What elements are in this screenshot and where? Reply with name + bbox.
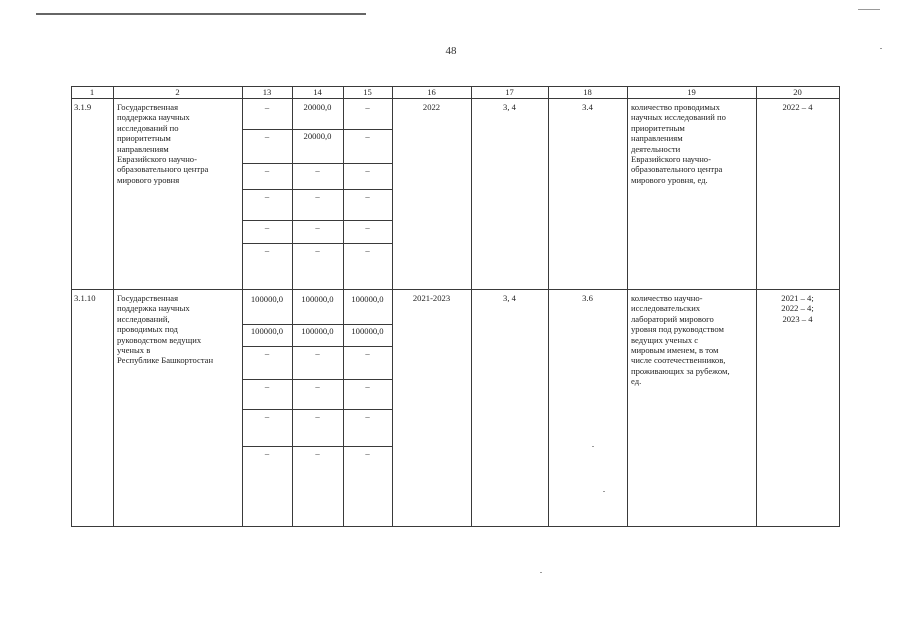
amount-cell: – [365, 448, 370, 458]
indicator-value-cell: 2021 – 4; 2022 – 4; 2023 – 4 [781, 293, 814, 324]
amount-cell: – [315, 411, 320, 421]
table-subrow-border [242, 409, 392, 410]
scan-speck [603, 491, 605, 492]
table-column-border [71, 86, 72, 527]
table-row-border [71, 289, 839, 290]
amount-cell: – [264, 245, 270, 255]
table-subrow-border [242, 163, 392, 164]
task-cell: 3, 4 [503, 102, 516, 112]
table-subrow-border [242, 324, 392, 325]
amount-cell: – [264, 165, 270, 175]
column-header: 19 [687, 87, 696, 97]
scan-speck [880, 48, 882, 49]
task-cell: 3, 4 [503, 293, 516, 303]
indicator-name-cell: количество научно- исследовательских лабораторий мирового уровня под руководством ведущих ученых с мировым именем, в том числе соотечественников, проживающих за рубежом, ед. [631, 293, 730, 387]
column-header: 14 [313, 87, 322, 97]
page-number: 48 [445, 45, 457, 57]
amount-cell: – [264, 131, 270, 141]
column-header: 13 [262, 87, 272, 97]
table-subrow-border [242, 129, 392, 130]
table-subrow-border [242, 379, 392, 380]
amount-cell: – [315, 448, 320, 458]
scan-edge-mark [858, 9, 880, 10]
period-cell: 2022 [422, 102, 441, 112]
table-subrow-border [242, 446, 392, 447]
amount-cell: – [315, 165, 320, 175]
column-header: 2 [175, 87, 180, 97]
column-header: 17 [505, 87, 514, 97]
amount-cell: – [264, 411, 270, 421]
table-column-border [292, 86, 293, 527]
amount-cell: – [264, 381, 270, 391]
amount-cell: 100000,0 [250, 326, 284, 336]
amount-cell: – [365, 222, 370, 232]
row-code: 3.1.9 [74, 102, 92, 112]
amount-cell: – [315, 222, 320, 232]
table-column-border [392, 86, 393, 527]
table-column-border [343, 86, 344, 527]
scan-edge-line [36, 13, 366, 15]
table-bottom-border [71, 526, 839, 527]
row-name: Государственная поддержка научных исследований по приоритетным направлениям Евразийского научно- образовательного центра мирового уровня [117, 102, 209, 185]
column-header: 15 [363, 87, 372, 97]
amount-cell: – [315, 191, 320, 201]
table-header-border [71, 98, 839, 99]
amount-cell: – [264, 191, 270, 201]
column-header: 18 [583, 87, 592, 97]
amount-cell: 100000,0 [351, 294, 384, 304]
period-cell: 2021-2023 [412, 293, 451, 303]
indicator-code-cell: 3.6 [582, 293, 593, 303]
table-subrow-border [242, 220, 392, 221]
indicator-name-cell: количество проводимых научных исследований по приоритетным направлениям деятельности Евразийского научно- образовательного центра мирового уровня, ед. [631, 102, 726, 185]
amount-cell: – [264, 102, 270, 112]
amount-cell: – [365, 411, 370, 421]
amount-cell: 20000,0 [303, 131, 332, 141]
row-code: 3.1.10 [74, 293, 96, 303]
amount-cell: – [315, 245, 320, 255]
amount-cell: – [365, 131, 370, 141]
amount-cell: 100000,0 [301, 294, 334, 304]
amount-cell: – [365, 165, 370, 175]
table-column-border [242, 86, 243, 527]
column-header: 20 [793, 87, 802, 97]
table-column-border [471, 86, 472, 527]
amount-cell: – [264, 448, 270, 458]
table-subrow-border [242, 346, 392, 347]
amount-cell: 100000,0 [301, 326, 334, 336]
amount-cell: – [315, 381, 320, 391]
column-header: 16 [427, 87, 436, 97]
amount-cell: – [365, 348, 370, 358]
row-name: Государственная поддержка научных исследований, проводимых под руководством ведущих ученых в Республике Башкортостан [117, 293, 214, 366]
amount-cell: 100000,0 [351, 326, 384, 336]
table-subrow-border [242, 243, 392, 244]
indicator-code-cell: 3.4 [582, 102, 593, 112]
amount-cell: 100000,0 [250, 294, 284, 304]
amount-cell: – [315, 348, 320, 358]
amount-cell: 20000,0 [303, 102, 332, 112]
table-column-border [548, 86, 549, 527]
table-subrow-border [242, 189, 392, 190]
scan-speck [540, 572, 542, 573]
amount-cell: – [365, 191, 370, 201]
amount-cell: – [365, 381, 370, 391]
indicator-value-cell: 2022 – 4 [782, 102, 813, 112]
amount-cell: – [264, 222, 270, 232]
amount-cell: – [365, 102, 370, 112]
table-column-border [627, 86, 628, 527]
column-header: 1 [89, 87, 95, 97]
amount-cell: – [264, 348, 270, 358]
scan-speck [592, 446, 594, 447]
amount-cell: – [365, 245, 370, 255]
table-column-border [113, 86, 114, 527]
table-column-border [839, 86, 840, 527]
